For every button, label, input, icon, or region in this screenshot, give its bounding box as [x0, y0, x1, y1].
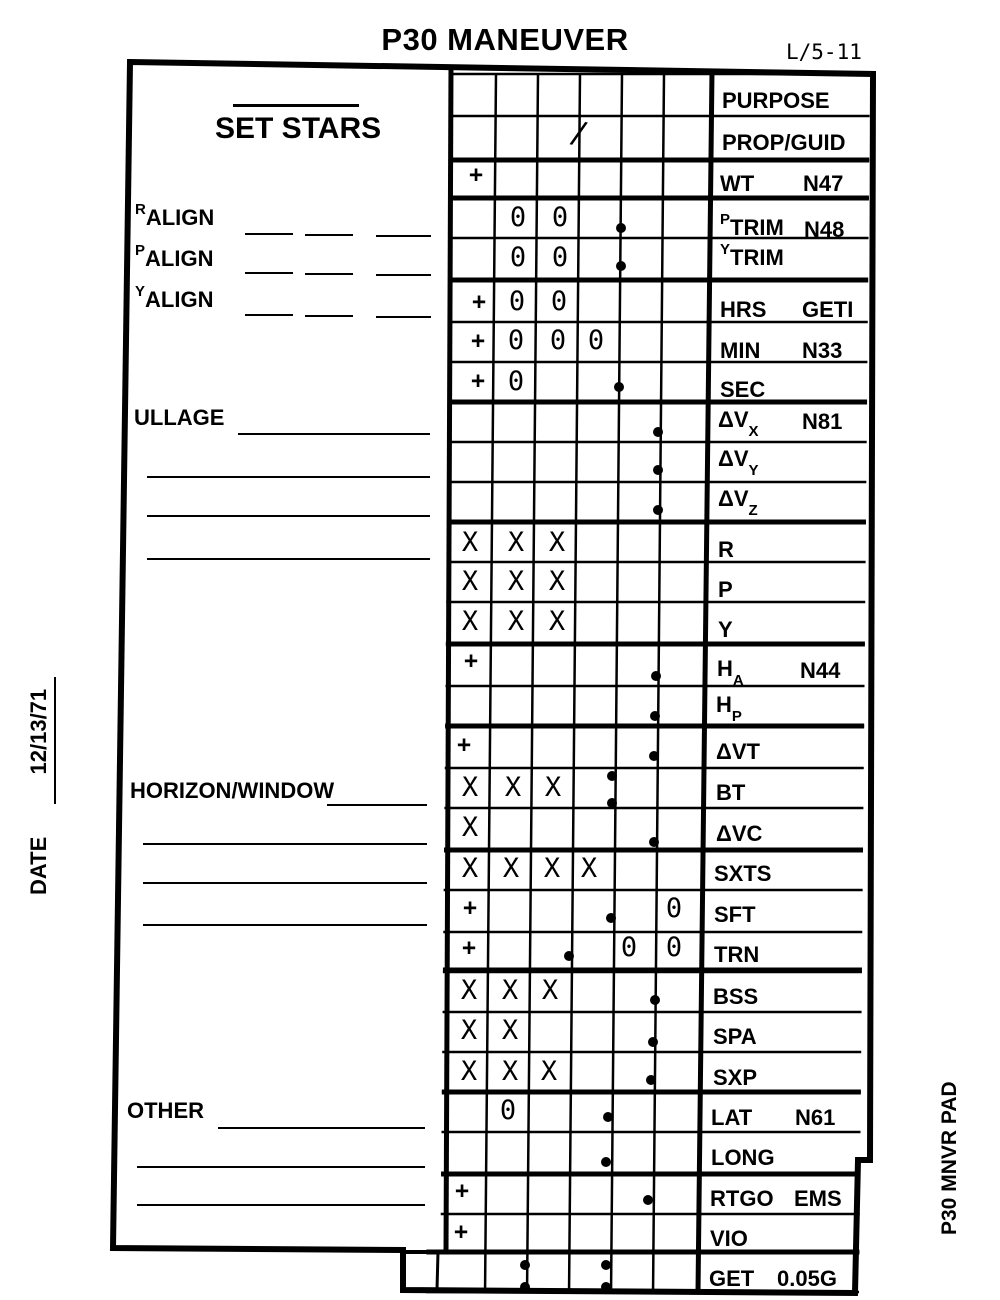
y-x: X	[507, 606, 525, 637]
ha-sign: +	[464, 648, 478, 674]
g05-label: 0.05G	[777, 1266, 837, 1291]
lat-digit: 0	[499, 1095, 517, 1126]
decimal-point-dot	[607, 798, 617, 808]
sxts-x: X	[580, 853, 598, 884]
ytrim-label: $^Y$TRIM	[720, 241, 784, 270]
ytrim-digit: 0	[551, 242, 569, 273]
p-x: X	[507, 566, 525, 597]
dvt-label: ΔVT	[716, 739, 760, 764]
ytrim-digit: 0	[509, 242, 527, 273]
bt-x: X	[461, 772, 479, 803]
n44-label: N44	[800, 658, 841, 683]
ems-label: EMS	[794, 1186, 842, 1211]
r-x: X	[461, 527, 479, 558]
sft-label: SFT	[714, 902, 756, 927]
y-label: Y	[718, 617, 733, 642]
hrs-digit: 0	[550, 286, 568, 317]
sft-sign: +	[463, 895, 477, 921]
r-align-blank-1[interactable]	[245, 233, 293, 235]
sxts-label: SXTS	[714, 861, 772, 886]
decimal-point-dot	[606, 913, 616, 923]
other-line-2[interactable]	[137, 1166, 425, 1168]
p-label: P	[718, 577, 733, 602]
decimal-point-dot	[653, 465, 663, 475]
r-x: X	[548, 527, 566, 558]
geti-label: GETI	[802, 297, 854, 322]
decimal-point-dot	[601, 1260, 611, 1270]
y-align-blank-3[interactable]	[376, 316, 431, 318]
sxts-x: X	[461, 853, 479, 884]
bt-x: X	[504, 772, 522, 803]
n33-label: N33	[802, 338, 843, 363]
bt-label: BT	[716, 780, 746, 805]
bss-label: BSS	[713, 984, 759, 1009]
date-value[interactable]: 12/13/71	[26, 677, 56, 805]
decimal-point-dot	[520, 1260, 530, 1270]
decimal-point-dot	[650, 995, 660, 1005]
decimal-point-dot	[607, 771, 617, 781]
dvt-sign: +	[457, 732, 471, 758]
decimal-point-dot	[649, 837, 659, 847]
r-align-blank-3[interactable]	[376, 235, 431, 237]
vio-label: VIO	[710, 1226, 748, 1251]
hp-label: $H_P$	[716, 692, 742, 725]
y-align-blank-2[interactable]	[305, 315, 353, 317]
sec-sign: +	[471, 368, 485, 394]
ptrim-digit: 0	[551, 202, 569, 233]
dvc-x: X	[461, 812, 479, 843]
horizon-line-1[interactable]	[327, 804, 427, 806]
ullage-line-4[interactable]	[147, 558, 430, 560]
ullage-label: ULLAGE	[134, 405, 225, 430]
vio-sign: +	[454, 1219, 468, 1245]
trn-digit: 0	[665, 932, 683, 963]
n81-label: N81	[802, 409, 843, 434]
min-digit: 0	[507, 325, 525, 356]
sxp-x: X	[501, 1056, 519, 1087]
min-sign: +	[471, 328, 485, 354]
grid-col-line	[611, 74, 622, 1292]
set-stars-overline	[233, 104, 359, 107]
y-x: X	[461, 606, 479, 637]
bt-x: X	[544, 772, 562, 803]
bss-x: X	[541, 975, 559, 1006]
min-digit: 0	[587, 325, 605, 356]
p-x: X	[461, 566, 479, 597]
n47-label: N47	[803, 171, 844, 196]
dvx-label: $\Delta V_X$	[718, 407, 759, 440]
date-field	[26, 677, 56, 895]
page-title: P30 MANEUVER	[381, 22, 629, 57]
decimal-point-dot	[651, 671, 661, 681]
spa-label: SPA	[713, 1024, 757, 1049]
bss-x: X	[501, 975, 519, 1006]
decimal-point-dot	[520, 1282, 530, 1292]
decimal-point-dot	[648, 1037, 658, 1047]
rtgo-sign: +	[455, 1178, 469, 1204]
trn-digit: 0	[620, 932, 638, 963]
p-align-label: $^P$ALIGN	[135, 242, 214, 271]
trn-label: TRN	[714, 942, 760, 967]
r-align-blank-2[interactable]	[305, 234, 353, 236]
spa-x: X	[501, 1015, 519, 1046]
ullage-line-3[interactable]	[147, 515, 430, 517]
wt-sign: +	[469, 162, 483, 188]
long-label: LONG	[711, 1145, 775, 1170]
side-label: P30 MNVR PAD	[938, 1081, 961, 1235]
other-label: OTHER	[127, 1098, 204, 1123]
decimal-point-dot	[653, 427, 663, 437]
decimal-point-dot	[643, 1195, 653, 1205]
dvy-label: $\Delta V_Y$	[718, 446, 759, 479]
horizon-line-2[interactable]	[143, 843, 427, 845]
other-line-1[interactable]	[218, 1127, 425, 1129]
sxts-x: X	[502, 853, 520, 884]
lat-label: LAT	[711, 1105, 753, 1130]
decimal-point-dot	[616, 223, 626, 233]
sxts-x: X	[543, 853, 561, 884]
p-x: X	[548, 566, 566, 597]
sec-digit: 0	[507, 366, 525, 397]
decimal-point-dot	[646, 1075, 656, 1085]
prop-guid-slash: /	[567, 114, 591, 153]
decimal-point-dot	[616, 261, 626, 271]
n61-label: N61	[795, 1105, 836, 1130]
bss-x: X	[460, 975, 478, 1006]
y-align-label: $^Y$ALIGN	[135, 283, 214, 312]
get-label: GET	[709, 1266, 755, 1291]
date-label: DATE	[26, 836, 51, 895]
r-align-label: $^R$ALIGN	[135, 201, 215, 230]
grid-col-line	[653, 74, 664, 1292]
decimal-point-dot	[601, 1282, 611, 1292]
y-x: X	[548, 606, 566, 637]
min-label: MIN	[720, 338, 761, 363]
p-align-blank-1[interactable]	[245, 272, 293, 274]
rtgo-label: RTGO	[710, 1186, 774, 1211]
r-x: X	[507, 527, 525, 558]
revision-code: L/5-11	[786, 40, 862, 64]
r-label: R	[718, 537, 734, 562]
sxp-label: SXP	[713, 1065, 758, 1090]
decimal-point-dot	[603, 1112, 613, 1122]
trn-sign: +	[462, 935, 476, 961]
ptrim-digit: 0	[509, 202, 527, 233]
set-stars-label: SET STARS	[215, 112, 382, 145]
sxp-x: X	[460, 1056, 478, 1087]
y-align-blank-1[interactable]	[245, 314, 293, 316]
ullage-line-1[interactable]	[238, 433, 430, 435]
spa-x: X	[460, 1015, 478, 1046]
horizon-window-label: HORIZON/WINDOW	[130, 778, 335, 803]
other-line-3[interactable]	[137, 1204, 425, 1206]
p-align-blank-3[interactable]	[376, 274, 431, 276]
ha-label: $H_A$	[717, 656, 744, 689]
dvc-label: ΔVC	[716, 821, 763, 846]
decimal-point-dot	[601, 1157, 611, 1167]
sft-digit: 0	[665, 893, 683, 924]
p-align-blank-2[interactable]	[305, 273, 353, 275]
horizon-line-3[interactable]	[143, 882, 427, 884]
decimal-point-dot	[653, 505, 663, 515]
wt-label: WT	[720, 171, 755, 196]
hrs-digit: 0	[508, 286, 526, 317]
decimal-point-dot	[649, 751, 659, 761]
decimal-point-dot	[614, 382, 624, 392]
decimal-point-dot	[650, 711, 660, 721]
purpose-label: PURPOSE	[722, 88, 830, 113]
decimal-point-dot	[564, 951, 574, 961]
n48-label: N48	[804, 217, 845, 242]
hrs-label: HRS	[720, 297, 767, 322]
ullage-line-2[interactable]	[147, 476, 430, 478]
hrs-sign: +	[472, 289, 486, 315]
min-digit: 0	[549, 325, 567, 356]
prop-guid-label: PROP/GUID	[722, 130, 846, 155]
sxp-x: X	[540, 1056, 558, 1087]
dvz-label: $\Delta V_Z$	[718, 486, 758, 519]
sec-label: SEC	[720, 377, 766, 402]
horizon-line-4[interactable]	[143, 924, 427, 926]
ptrim-label: $^P$TRIM	[720, 211, 784, 240]
